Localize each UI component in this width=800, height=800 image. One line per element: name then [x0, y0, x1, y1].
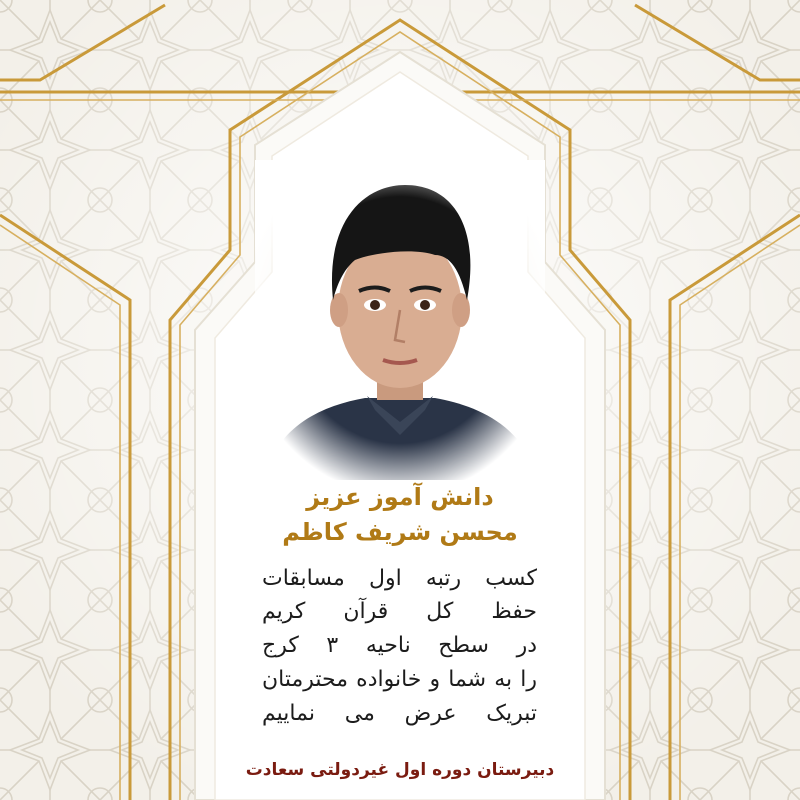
- student-photo: [255, 160, 545, 480]
- message-line-1: کسب رتبه اول مسابقات: [262, 566, 537, 591]
- message-line-5: تبریک عرض می نماییم: [262, 701, 537, 726]
- title-line-1: دانش آموز عزیز: [306, 483, 494, 511]
- message-line-2: حفظ کل قرآن کریم: [262, 599, 537, 624]
- message-line-4: را به شما و خانواده محترمتان: [262, 667, 537, 692]
- school-name: دبیرستان دوره اول غیردولتی سعادت: [245, 760, 555, 780]
- student-name: محسن شریف کاظم: [282, 518, 518, 546]
- message-line-3: در سطح ناحیه ۳ کرج: [262, 633, 537, 658]
